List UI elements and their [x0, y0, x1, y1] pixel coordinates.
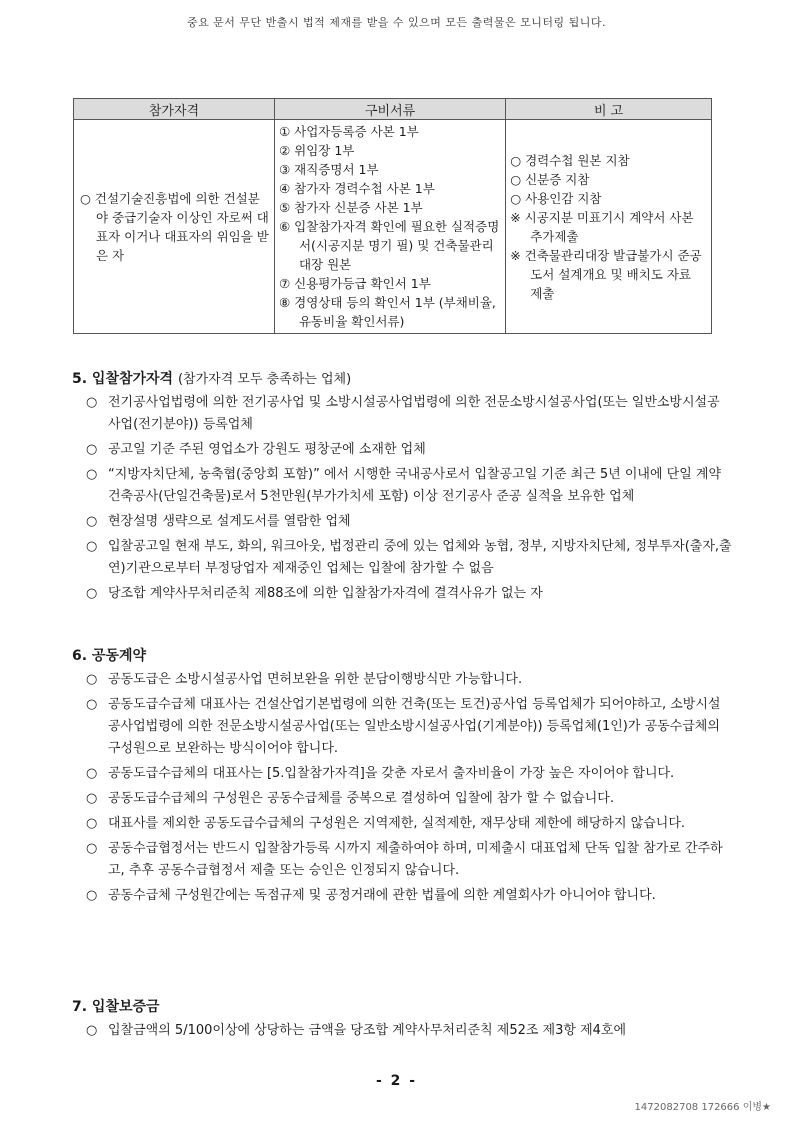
list-item: ○ 공동도급수급체의 구성원은 공동수급체를 중복으로 결성하여 입찰에 참가 할 수 없습니다.: [72, 788, 732, 810]
circle-bullet-icon: ○: [86, 539, 98, 554]
remarks-cell: [506, 120, 712, 334]
documents-cell: [274, 120, 505, 334]
section-bid-qualification: [72, 368, 732, 608]
list-item: ○ 현장설명 생략으로 설계도서를 열람한 업체: [72, 511, 732, 533]
circle-bullet-icon: ○: [86, 791, 98, 806]
table-header-documents: 구비서류: [274, 99, 505, 120]
section-6-title: 6. 공동계약: [72, 648, 147, 664]
circle-bullet-icon: ○: [86, 816, 98, 831]
document-item: ② 위임장 1부: [278, 143, 355, 158]
remark-item: ○ 신분증 지참: [510, 171, 590, 187]
remark-item: ○ 경력수첩 원본 지참: [510, 152, 630, 168]
list-item: ○ 대표사를 제외한 공동도급수급체의 구성원은 지역제한, 실적제한, 재무상태 제한에 해당하지 않습니다.: [72, 813, 732, 835]
table-header-remarks: 비 고: [506, 99, 712, 120]
document-item: ⑧ 경영상태 등의 확인서 1부 (부채비율, 유동비율 확인서류): [278, 295, 496, 329]
section-title: [72, 368, 732, 388]
section-5-title: 5. 입찰참가자격: [72, 371, 174, 387]
document-item: ⑥ 입찰참가자격 확인에 필요한 실적증명서(시공지분 명기 필) 및 건축물관리대장 원본: [278, 219, 500, 272]
list-item: ○ 공동수급체 구성원간에는 독점규제 및 공정거래에 관한 법률에 의한 계열회사가 아니어야 합니다.: [72, 885, 732, 907]
list-item: ○ 공동수급협정서는 반드시 입찰참가등록 시까지 제출하여야 하며, 미제출시 대표업체 단독 입찰 참가로 간주하고, 추후 공동수급협정서 제출 또는 승인은 인정되지 않습니다.: [72, 838, 732, 882]
circle-bullet-icon: ○: [86, 697, 98, 712]
qualification-table: [73, 98, 712, 334]
remark-item: ○ 사용인감 지참: [510, 190, 602, 206]
circle-bullet-icon: ○: [86, 514, 98, 529]
circle-bullet-icon: ○: [86, 467, 98, 482]
document-item: ① 사업자등록증 사본 1부: [278, 124, 419, 139]
section-7-title: 7. 입찰보증금: [72, 999, 160, 1015]
circle-bullet-icon: ○: [86, 395, 98, 410]
list-item: ○ 공동도급은 소방시설공사업 면허보완을 위한 분담이행방식만 가능합니다.: [72, 669, 732, 691]
section-joint-contract: [72, 645, 732, 910]
list-item: ○ 공동도급수급체 대표사는 건설산업기본법령에 의한 건축(또는 토건)공사업 등록업체가 되어야하고, 소방시설공사업법령에 의한 전문소방시설공사업(또는 일반소방시설공사업(기계분야)) 등록업체(1인)가 공동수급체의 구성원으로 보완하는 방식이어야 합니다.: [72, 694, 732, 760]
qualification-cell: ○ 건설기술진흥법에 의한 건설분야 중급기술자 이상인 자로써 대표자 이거나 대표자의 위임을 받은 자: [74, 120, 275, 334]
confidential-notice: 중요 문서 무단 반출시 법적 제재를 받을 수 있으며 모든 출력물은 모니터링 됩니다.: [186, 16, 607, 29]
document-item: ⑦ 신용평가등급 확인서 1부: [278, 276, 431, 291]
circle-bullet-icon: ○: [86, 841, 98, 856]
list-item: ○ 공동도급수급체의 대표사는 [5.입찰참가자격]을 갖춘 자로서 출자비율이 가장 높은 자이어야 합니다.: [72, 763, 732, 785]
list-item: ○ 입찰공고일 현재 부도, 화의, 워크아웃, 법정관리 중에 있는 업체와 농협, 정부, 지방자치단체, 정부투자(출자,출연)기관으로부터 부정당업자 제재중인 업체는 입찰에 참가할 수 없음: [72, 536, 732, 580]
table-header-qualification: 참가자격: [74, 99, 275, 120]
list-item: ○ 당조합 계약사무처리준칙 제88조에 의한 입찰참가자격에 결격사유가 없는 자: [72, 583, 732, 605]
circle-bullet-icon: ○: [86, 766, 98, 781]
circle-bullet-icon: ○: [86, 586, 98, 601]
circle-bullet-icon: ○: [86, 672, 98, 687]
circle-bullet-icon: ○: [86, 888, 98, 903]
list-item: ○ 공고일 기준 주된 영업소가 강원도 평창군에 소재한 업체: [72, 439, 732, 461]
section-bid-bond: [72, 996, 732, 1045]
remark-item: ※ 시공지분 미표기시 계약서 사본 추가제출: [510, 209, 694, 244]
circle-bullet-icon: ○: [86, 1023, 98, 1038]
circle-bullet-icon: ○: [86, 442, 98, 457]
list-item: ○ 전기공사업법령에 의한 전기공사업 및 소방시설공사업법령에 의한 전문소방시설공사업(또는 일반소방시설공사업(전기분야)) 등록업체: [72, 392, 732, 436]
list-item: ○ “지방자치단체, 농축협(중앙회 포함)” 에서 시행한 국내공사로서 입찰공고일 기준 최근 5년 이내에 단일 계약 건축공사(단일건축물)로서 5천만원(부가가치세 포함) 이상 전기공사 준공 실적을 보유한 업체: [72, 464, 732, 508]
footer-tracking-id: 1472082708 172666 이병★: [634, 1102, 771, 1113]
page-number: - 2 -: [375, 1073, 418, 1089]
document-item: ④ 참가자 경력수첩 사본 1부: [278, 181, 435, 196]
list-item: ○ 입찰금액의 5/100이상에 상당하는 금액을 당조합 계약사무처리준칙 제52조 제3항 제4호에: [72, 1020, 732, 1042]
section-5-subtitle: (참가자격 모두 충족하는 업체): [177, 372, 352, 387]
document-item: ⑤ 참가자 신분증 사본 1부: [278, 200, 423, 215]
document-item: ③ 재직증명서 1부: [278, 162, 379, 177]
remark-item: ※ 건축물관리대장 발급불가시 준공도서 설계개요 및 배치도 자료 제출: [510, 247, 702, 301]
